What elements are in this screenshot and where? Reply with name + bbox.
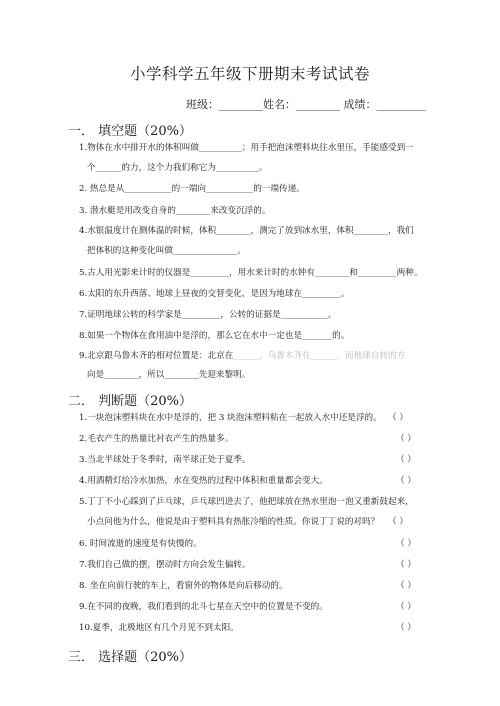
answer-paren: （ ） xyxy=(396,434,416,444)
faded-blank: ______，乌鲁木齐在 xyxy=(233,351,311,361)
section-heading-fill: 一． 填空题（20%） xyxy=(68,124,193,139)
answer-paren: （ ） xyxy=(396,602,416,612)
answer-paren: （ ） xyxy=(396,476,416,486)
judge-question: 小点问他为什么，他说是由于塑料具有热胀冷缩的性质。你说丁丁说的对吗？ xyxy=(87,517,380,527)
judge-question: 4.用酒精灯给冷水加热，水在变热的过程中体积和重量都会变大。 xyxy=(79,476,328,486)
judge-question: 9.在不同的夜晚，我们看到的北斗七星在天空中的位置是不变的。 xyxy=(79,602,328,612)
answer-paren: （ ） xyxy=(396,560,416,570)
question-line: 7.证明地球公转的科学家是_________，公转的证据是___________。 xyxy=(79,310,337,320)
question-line: 把体积的这种变化叫做_______________。 xyxy=(87,246,246,256)
judge-question: 7.我们自己做的摆，摆动时方向会发生偏转。 xyxy=(79,560,251,570)
judge-question: 1.一块泡沫塑料块在水中是浮的，把 3 块泡沫塑料粘在一起放入水中还是浮的。 xyxy=(79,413,382,423)
answer-paren: （ ） xyxy=(388,517,408,527)
question-line: 1.物体在水中排开水的体积叫做__________；用手把泡沫塑料块往水里压，手能感受到一 xyxy=(79,143,414,153)
question-line: 2. 热总是从___________的一端向___________的一端传递。 xyxy=(79,184,305,194)
question-line: 5.古人用光影来计时的仪器是_________，用水来计时的水钟有________和_________两种。 xyxy=(79,268,423,278)
section-heading-judge: 二． 判断题（20%） xyxy=(68,394,193,409)
question-line: 3. 潜水艇是用改变自身的________来改变沉浮的。 xyxy=(79,206,271,216)
student-info-line: 班级：________姓名：________ 成绩：_________ xyxy=(186,98,426,111)
question-line: 个______的力，这个力我们称它为__________。 xyxy=(87,163,268,173)
section-heading-choice: 三． 选择题（20%） xyxy=(68,650,193,665)
answer-paren: （ ） xyxy=(388,413,408,423)
answer-paren: （ ） xyxy=(396,539,416,549)
question-text: 9.北京跟乌鲁木齐的相对位置是：北京在 xyxy=(79,351,234,361)
answer-paren: （ ） xyxy=(396,455,416,465)
exam-title: 小学科学五年级下册期末考试试卷 xyxy=(129,65,370,83)
question-line: 6.太阳的东升西落、地球上昼夜的交替变化，是因为地球在_________。 xyxy=(79,289,350,299)
judge-question: 10.夏季，北极地区有几个月见不到太阳。 xyxy=(79,623,239,633)
question-line: 8.如果一个物体在食用油中是浮的，那么它在水中一定也是_______的。 xyxy=(79,331,350,341)
question-line: 向是________，所以________先迎来黎明。 xyxy=(87,370,251,380)
judge-question: 5.丁丁不小心踩到了乒乓球，乒乓球凹进去了，他把球放在热水里泡一泡又重新鼓起来， xyxy=(79,497,414,507)
answer-paren: （ ） xyxy=(396,581,416,591)
judge-question: 2.毛衣产生的热量比衬衣产生的热量多。 xyxy=(79,434,234,444)
answer-paren: （ ） xyxy=(396,623,416,633)
faded-blank: ______，而地球自转的方 xyxy=(310,351,406,361)
question-line xyxy=(79,350,405,362)
judge-question: 8. 坐在向前行驶的车上，看窗外的物体是向后移动的。 xyxy=(79,581,288,591)
judge-question: 6. 时间流逝的速度是有快慢的。 xyxy=(79,539,202,549)
question-line: 4.水银温度计在测体温的时候，体积________，测完了放到冰水里，体积________，我们 xyxy=(79,226,414,236)
judge-question: 3.当北半球处于冬季时，南半球正处于夏季。 xyxy=(79,455,251,465)
